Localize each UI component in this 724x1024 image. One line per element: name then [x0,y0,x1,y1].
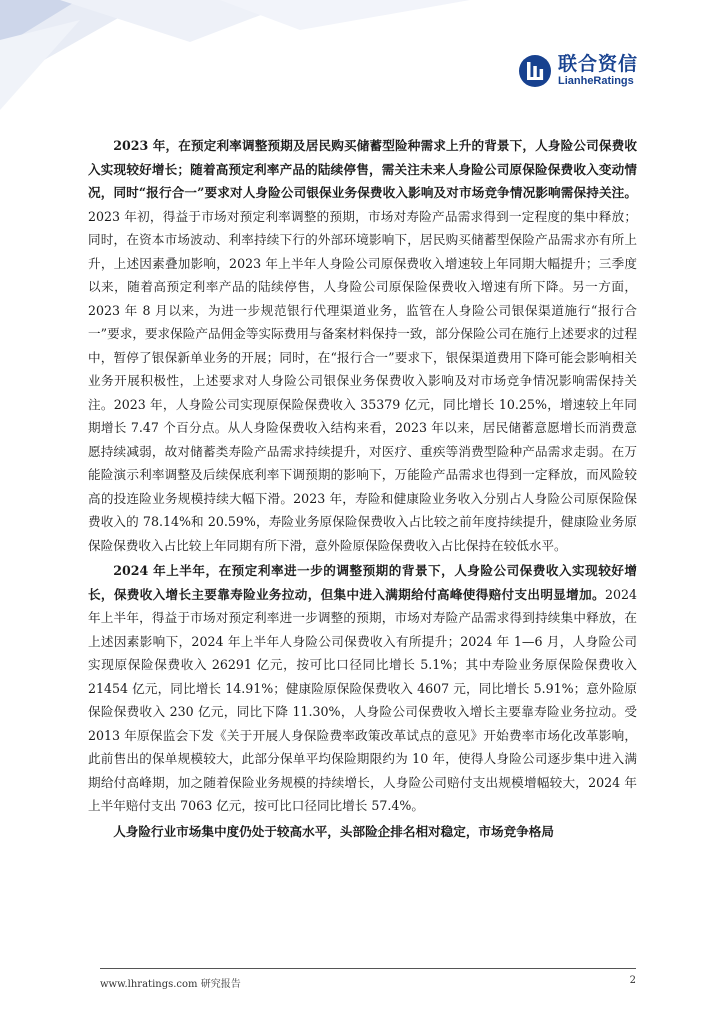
report-body [88,134,637,845]
footer-divider [100,968,636,969]
paragraph-2023-lead: 2023 年，在预定利率调整预期及居民购买储蓄型险种需求上升的背景下，人身险公司保费收入实现较好增长；随着高预定利率产品的陆续停售，需关注未来人身险公司原保险保费收入变动情况，同时“报行合一”要求对人身险公司银保业务保费收入影响及对市场竞争情况影响需保持关注。 [88,138,637,200]
paragraph-concentration [88,820,637,844]
brand-logo [518,54,638,88]
lianhe-logo-mark-icon [518,54,552,88]
paragraph-2024 [88,559,637,818]
paragraph-2024-body: 2024 年上半年，得益于市场对预定利率进一步调整的预期，市场对寿险产品需求得到持续集中释放，在上述因素影响下，2024 年上半年人身险公司保费收入有所提升；2024 年 1—6 月，人身险公司实现原保险保费收入 26291 亿元，按可比口径同比增长 5.1%；其中寿险业务原保险保费收入 21454 亿元，同比增长 14.91%；健康险原保险保费收入 4607 元，同比增长 5.91%；意外险原保险保费收入 230 亿元，同比下降 11.30%，人身险公司保费收入增长主要靠寿险业务拉动。受 2013 年原保监会下发《关于开展人身保险费率政策改革试点的意见》开始费率市场化改革影响，此前售出的保单规模较大，此部分保单平均保险期限约为 10 年，使得人身险公司逐步集中进入满期给付高峰期，加之随着保险业务规模的持续增长，人身险公司赔付支出规模增幅较大，2024 年上半年赔付支出 7063 亿元，按可比口径同比增长 57.4%。 [88,586,637,813]
brand-name-en: LianheRatings [557,75,634,87]
paragraph-concentration-lead: 人身险行业市场集中度仍处于较高水平，头部险企排名相对稳定，市场竞争格局 [113,823,554,839]
footer-site: www.lhratings.com 研究报告 [100,979,241,990]
paragraph-2023 [88,134,637,557]
page-number: 2 [629,975,636,986]
paragraph-2023-body: 2023 年初，得益于市场对预定利率调整的预期，市场对寿险产品需求得到一定程度的集中释放；同时，在资本市场波动、利率持续下行的外部环境影响下，居民购买储蓄型保险产品需求亦有所上升，上述因素叠加影响，2023 年上半年人身险公司原保费收入增速较上年同期大幅提升；三季度以来，随着高预定利率产品的陆续停售，人身险公司原保险保费收入增速有所下降。另一方面，2023 年 8 月以来，为进一步规范银行代理渠道业务，监管在人身险公司银保渠道施行“报行合一”要求，要求保险产品佣金等实际费用与备案材料保持一致，部分保险公司在施行上述要求的过程中，暂停了银保新单业务的开展；同时，在“报行合一”要求下，银保渠道费用下降可能会影响相关业务开展积极性，上述要求对人身险公司银保业务保费收入影响及对市场竞争情况影响需保持关注。2023 年，人身险公司实现原保险保费收入 35379 亿元，同比增长 10.25%，增速较上年同期增长 7.47 个百分点。从人身险保费收入结构来看，2023 年以来，居民储蓄意愿增长而消费意愿持续减弱，故对储蓄类寿险产品需求持续提升，对医疗、重疾等消费型险种产品需求走弱。在万能险演示利率调整及后续保底利率下调预期的影响下，万能险产品需求也得到一定释放，而风险较高的投连险业务规模持续大幅下滑。2023 年，寿险和健康险业务收入分别占人身险公司原保险保费收入的 78.14%和 20.59%，寿险业务原保险保费收入占比较之前年度持续提升，健康险业务原保险保费收入占比较上年同期有所下滑，意外险原保险保费收入占比保持在较低水平。 [88,208,637,553]
paragraph-2024-lead: 2024 年上半年，在预定利率进一步的调整预期的背景下，人身险公司保费收入实现较好增长，保费收入增长主要靠寿险业务拉动，但集中进入满期给付高峰使得赔付支出明显增加。 [88,563,637,602]
brand-name-cn: 联合资信 [557,53,638,75]
